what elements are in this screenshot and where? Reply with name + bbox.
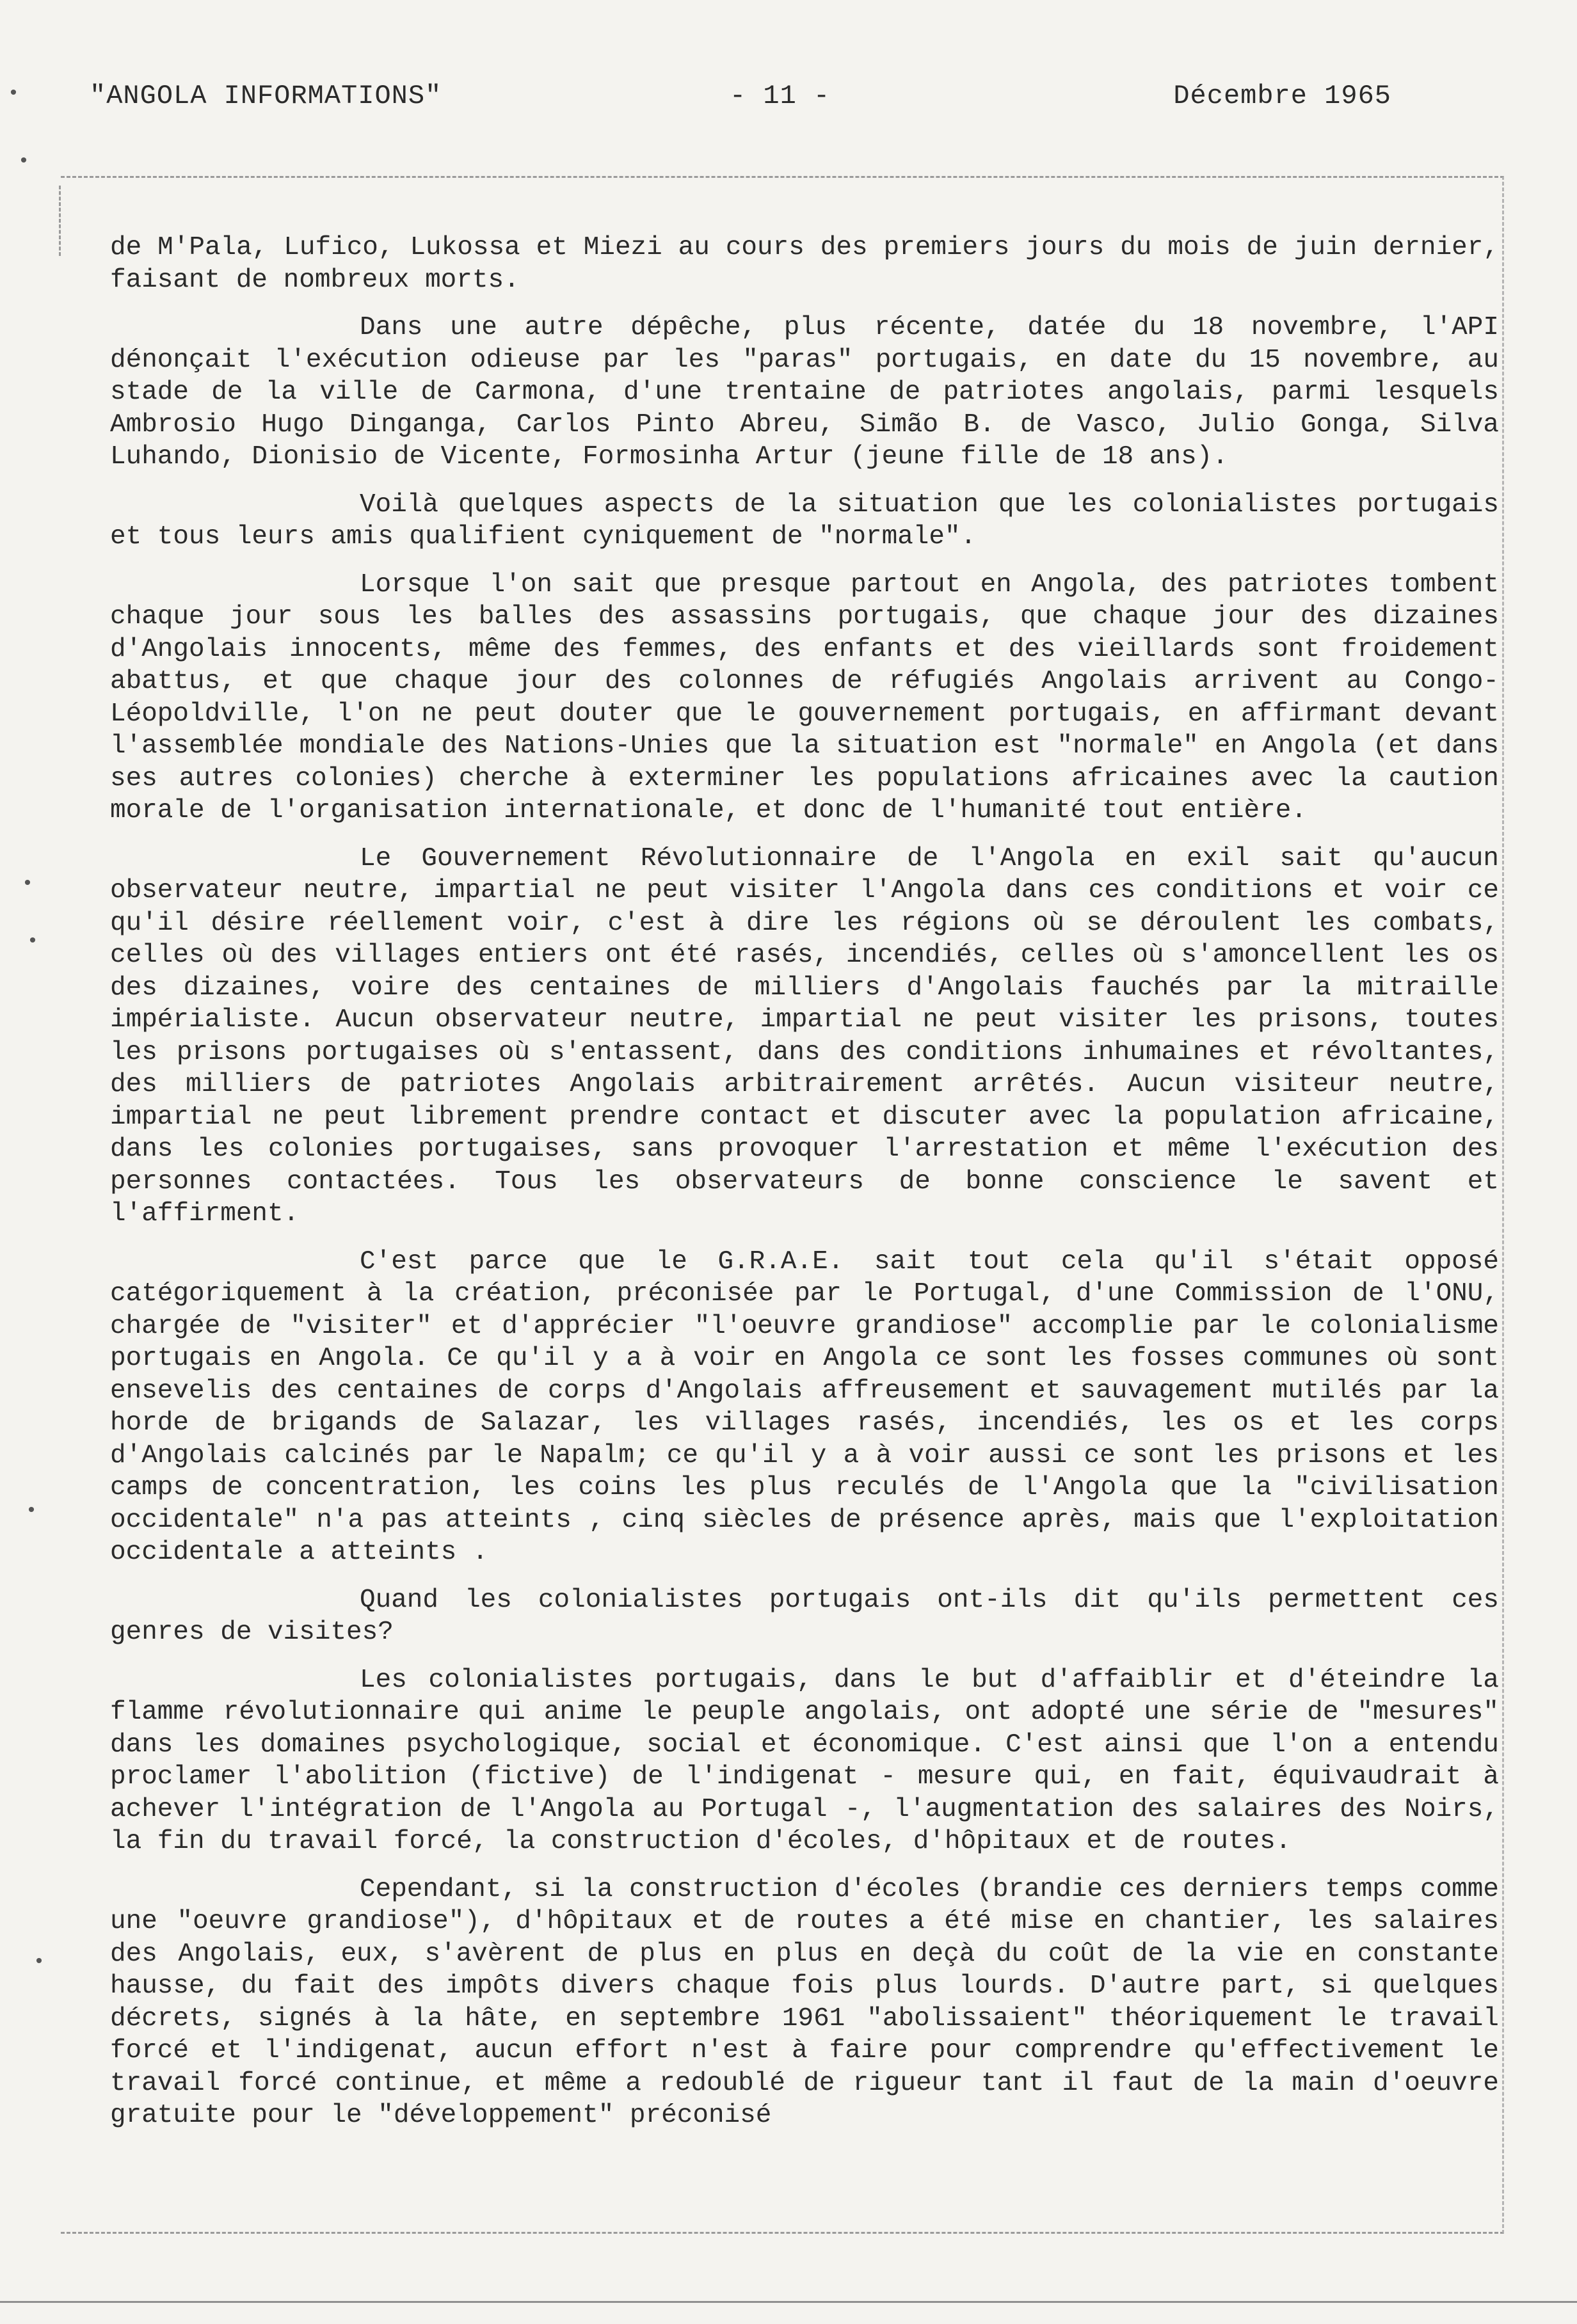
margin-speck: • — [18, 151, 30, 173]
paragraph: Voilà quelques aspects de la situation que les colonialistes portugais et tous leurs amis qualifient cyniquement de "normale". — [110, 489, 1499, 552]
frame-left-edge — [59, 186, 61, 256]
paragraph: Le Gouvernement Révolutionnaire de l'Angola en exil sait qu'aucun observateur neutre, impartial ne peut visiter l'Angola dans ces conditions et voir ce qu'il désire réellement voir, c'est à dire les régions où se déroulent les combats, celles où des villages entiers ont été rasés, incendiés, celles où s'amoncellent les os des dizaines, voire des centaines de milliers d'Angolais fauchés par la mitraille impérialiste. Aucun observateur neutre, impartial ne peut visiter les prisons, toutes les prisons portugaises où s'entassent, dans des conditions inhumaines et révoltantes, des milliers de patriotes Angolais arbitrairement arrêtés. Aucun visiteur neutre, impartial ne peut librement prendre contact et discuter avec la population africaine, dans les colonies portugaises, sans provoquer l'arrestation et même l'exécution des personnes contactées. Tous les observateurs de bonne conscience le savent et l'affirment. — [110, 843, 1499, 1229]
paragraph: Les colonialistes portugais, dans le but d'affaiblir et d'éteindre la flamme révolutionnaire qui anime le peuple angolais, ont adopté une série de "mesures" dans les domaines psychologique, social et économique. C'est ainsi que l'on a entendu proclamer l'abolition (fictive) de l'indigenat - mesure qui, en fait, équivaudrait à achever l'intégration de l'Angola au Portugal -, l'augmentation des salaires des Noirs, la fin du travail forcé, la construction d'écoles, d'hôpitaux et de routes. — [110, 1665, 1499, 1856]
paragraph: C'est parce que le G.R.A.E. sait tout cela qu'il s'était opposé catégoriquement à la création, préconisée par le Portugal, d'une Commission de l'ONU, chargée de "visiter" et d'apprécier "l'oeuvre grandiose" accomplie par le colonialisme portugais en Angola. Ce qu'il y a à voir en Angola ce sont les fosses communes où sont ensevelis des centaines de corps d'Angolais affreusement et sauvagement mutilés par la horde de brigands de Salazar, les villages rasés, incendiés, les os et les corps d'Angolais calcinés par le Napalm; ce qu'il y a à voir aussi ce sont les prisons et les camps de concentration, les coins les plus reculés de l'Angola que la "civilisation occidentale" n'a pas atteints , cinq siècles de présence après, mais que l'exploitation occidentale a atteints . — [110, 1246, 1499, 1567]
article-body — [110, 232, 1499, 2147]
margin-speck: • — [8, 83, 20, 105]
paragraph: Cependant, si la construction d'écoles (brandie ces derniers temps comme une "oeuvre grandiose"), d'hôpitaux et de routes a été mise en chantier, les salaires des Angolais, eux, s'avèrent de plus en plus en deçà du coût de la vie en constante hausse, du fait des impôts divers chaque fois plus lourds. D'autre part, si quelques décrets, signés à la hâte, en septembre 1961 "abolissaient" théoriquement le travail forcé et l'indigenat, aucun effort n'est à faire pour comprendre qu'effectivement le travail forcé continue, et même a redoublé de rigueur tant il faut de la main d'oeuvre gratuite pour le "développement" préconisé — [110, 1874, 1499, 2130]
page-header — [90, 81, 1391, 119]
bottom-rule — [0, 2301, 1577, 2303]
paragraph: Lorsque l'on sait que presque partout en Angola, des patriotes tombent chaque jour sous les balles des assassins portugais, que chaque jour des dizaines d'Angolais innocents, même des femmes, des enfants et des vieillards sont froidement abattus, et que chaque jour des colonnes de réfugiés Angolais arrivent au Congo-Léopoldville, l'on ne peut douter que le gouvernement portugais, en affirmant devant l'assemblée mondiale des Nations-Unies que la situation est "normale" en Angola (et dans ses autres colonies) cherche à exterminer les populations africaines avec la caution morale de l'organisation internationale, et donc de l'humanité tout entière. — [110, 569, 1499, 825]
margin-speck: • — [22, 873, 34, 895]
issue-date: Décembre 1965 — [1173, 81, 1391, 111]
publication-title: "ANGOLA INFORMATIONS" — [90, 81, 442, 111]
margin-speck: • — [26, 1500, 38, 1522]
paragraph: Quand les colonialistes portugais ont-ils dit qu'ils permettent ces genres de visites? — [110, 1585, 1499, 1647]
page-number: - 11 - — [730, 81, 831, 111]
margin-speck: • — [33, 1952, 45, 1973]
paragraph: Dans une autre dépêche, plus récente, datée du 18 novembre, l'API dénonçait l'exécution odieuse par les "paras" portugais, en date du 15 novembre, au stade de la ville de Carmona, d'une trentaine de patriotes angolais, parmi lesquels Ambrosio Hugo Dinganga, Carlos Pinto Abreu, Simão B. de Vasco, Julio Gonga, Silva Luhando, Dionisio de Vicente, Formosinha Artur (jeune fille de 18 ans). — [110, 313, 1499, 472]
paragraph: de M'Pala, Lufico, Lukossa et Miezi au cours des premiers jours du mois de juin dernier, faisant de nombreux morts. — [110, 233, 1499, 295]
margin-speck: • — [27, 931, 39, 953]
